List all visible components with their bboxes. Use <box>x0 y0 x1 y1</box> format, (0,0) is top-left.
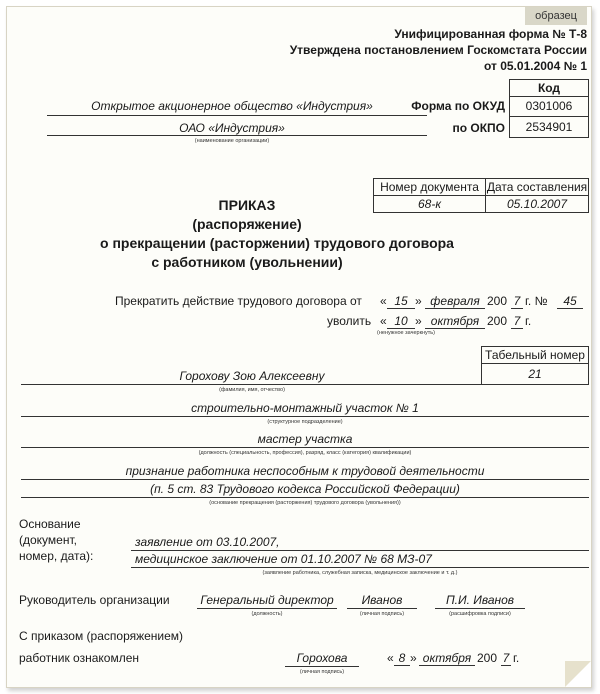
dismiss-year-label: г. <box>525 314 532 328</box>
sample-stamp: образец <box>525 7 587 25</box>
head-signature: Иванов <box>361 593 403 607</box>
ack-open-quote: « <box>387 651 394 665</box>
head-position-line <box>197 608 337 609</box>
terminate-close-quote: » <box>415 294 422 308</box>
head-name-line <box>435 608 525 609</box>
dismiss-year-prefix: 200 <box>487 314 508 328</box>
terminate-label: Прекратить действие трудового договора от <box>115 294 362 308</box>
head-position-caption: (должность) <box>251 611 283 617</box>
employee-name: Горохову Зою Алексеевну <box>179 369 325 383</box>
okpo-value: 2534901 <box>509 116 589 138</box>
ack-line-2: работник ознакомлен <box>19 651 139 665</box>
approved-date: от 05.01.2004 № 1 <box>483 59 587 73</box>
department: строительно-монтажный участок № 1 <box>191 401 419 415</box>
dismiss-year-suffix: 7 <box>511 314 523 329</box>
basis-label-3: номер, дата): <box>19 549 94 563</box>
ack-signature-caption: (личная подпись) <box>299 669 345 675</box>
head-position: Генеральный директор <box>200 593 334 607</box>
reason-line-2: (п. 5 ст. 83 Трудового кодекса Российской Федерации) <box>150 482 460 496</box>
position-caption: (должность (специальность, профессия), разряд, класс (категория) квалификации) <box>198 450 412 456</box>
basis-label-1: Основание <box>19 517 81 531</box>
page-fold <box>565 661 591 687</box>
ack-year-suffix: 7 <box>502 651 510 665</box>
okud-value: 0301006 <box>509 96 589 117</box>
dismiss-label: уволить <box>327 314 372 328</box>
doc-date-value: 05.10.2007 <box>485 195 589 213</box>
ack-year-label: г. <box>513 651 520 665</box>
terminate-year-suffix: 7 <box>511 294 523 309</box>
org-line-1 <box>47 115 427 116</box>
title-line-3: о прекращении (расторжении) трудового договора <box>100 235 454 251</box>
basis-label-2: (документ, <box>19 533 77 547</box>
position: мастер участка <box>257 432 353 446</box>
ack-signature: Горохова <box>296 651 348 665</box>
org-short-name: ОАО «Индустрия» <box>179 121 285 135</box>
position-line <box>21 447 589 448</box>
terminate-year-prefix: 200 <box>487 294 508 308</box>
head-name-caption: (расшифровка подписи) <box>449 611 511 617</box>
dismiss-day: 10 <box>387 314 415 329</box>
employee-name-caption: (фамилия, имя, отчество) <box>219 387 285 393</box>
basis-value-2: медицинское заключение от 01.10.2007 № 68 МЗ-07 <box>135 552 432 566</box>
department-line <box>21 416 589 417</box>
title-line-2: (распоряжение) <box>192 216 302 232</box>
form-name: Унифицированная форма № Т-8 <box>394 27 587 41</box>
head-name: П.И. Иванов <box>445 593 515 607</box>
terminate-year-label: г. № <box>525 294 548 308</box>
ack-close-quote: » <box>410 651 417 665</box>
reason-underline-1 <box>21 479 589 480</box>
head-signature-line <box>347 608 417 609</box>
reason-line-1: признание работника неспособным к трудовой деятельности <box>125 464 485 478</box>
form-sheet <box>6 6 592 688</box>
ack-signature-line <box>285 666 359 667</box>
title-line-1: ПРИКАЗ <box>218 197 276 213</box>
terminate-open-quote: « <box>380 294 387 308</box>
ack-year-prefix: 200 <box>477 651 498 665</box>
ack-month: октября <box>419 651 475 666</box>
reason-underline-2 <box>21 497 589 498</box>
doc-number-header: Номер документа <box>373 178 486 196</box>
basis-underline-1 <box>131 550 589 551</box>
tab-number-value: 21 <box>481 363 589 385</box>
doc-number-value: 68-к <box>373 195 486 213</box>
terminate-month: февраля <box>425 294 485 309</box>
codes-header: Код <box>509 79 589 97</box>
tab-number-header: Табельный номер <box>481 346 589 364</box>
okpo-label: по ОКПО <box>452 121 505 135</box>
terminate-day: 15 <box>387 294 415 309</box>
employee-name-line <box>21 384 481 385</box>
okud-label: Форма по ОКУД <box>411 99 505 113</box>
doc-date-header: Дата составления <box>486 180 588 194</box>
head-label: Руководитель организации <box>19 593 170 607</box>
dismiss-caption: (ненужное зачеркнуть) <box>377 330 435 336</box>
ack-day: 8 <box>394 651 410 666</box>
title-line-4: с работником (увольнении) <box>151 254 343 270</box>
dismiss-open-quote: « <box>380 314 387 328</box>
basis-value-1: заявление от 03.10.2007, <box>135 535 280 549</box>
dismiss-month: октября <box>425 314 485 329</box>
org-caption: (наименование организации) <box>194 138 270 144</box>
head-signature-caption: (личная подпись) <box>359 611 405 617</box>
approved-by: Утверждена постановлением Госкомстата России <box>289 43 587 57</box>
ack-line-1: С приказом (распоряжением) <box>19 629 184 643</box>
dismiss-close-quote: » <box>415 314 422 328</box>
basis-caption: (заявление работника, служебная записка, медицинское заключение и т. д.) <box>262 570 458 576</box>
org-line-2 <box>47 135 427 136</box>
org-full-name: Открытое акционерное общество «Индустрия» <box>91 99 373 113</box>
reason-caption: (основание прекращения (расторжения) трудового договора (увольнения)) <box>209 500 401 506</box>
basis-underline-2 <box>131 567 589 568</box>
terminate-number: 45 <box>557 294 583 309</box>
department-caption: (структурное подразделение) <box>267 419 343 425</box>
